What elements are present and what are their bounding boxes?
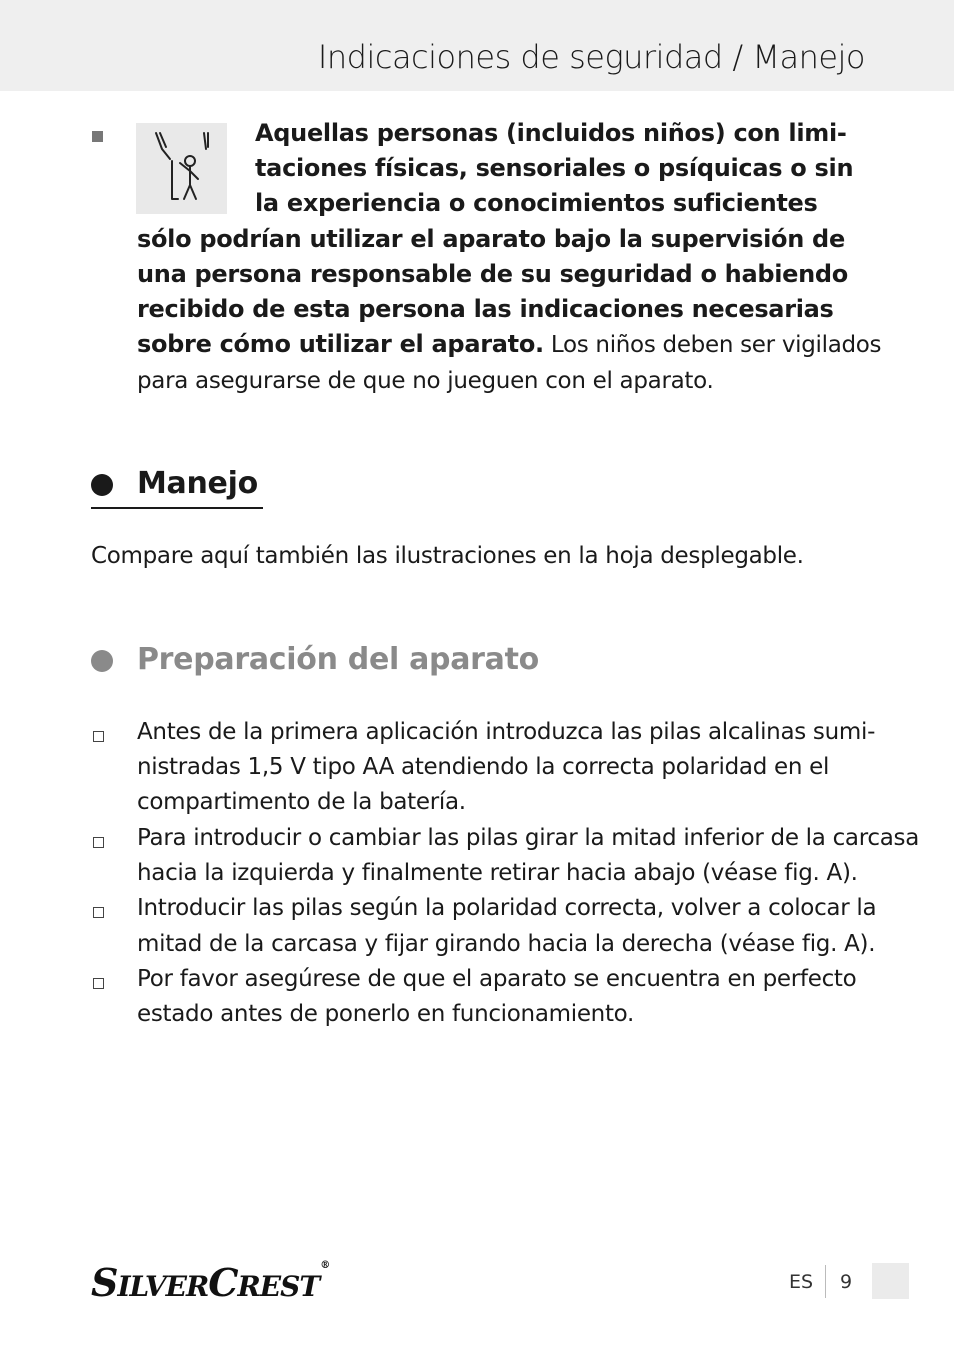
list-checkbox-1 (93, 731, 104, 742)
warning-line-6: recibido de esta persona las indicaciones necesarias (137, 295, 834, 323)
child-supervision-icon (136, 123, 227, 214)
page-title: Indicaciones de seguridad / Manejo (317, 38, 865, 76)
list-item-3-line-2: mitad de la carcasa y fijar girando hacia la derecha (véase fig. A). (137, 931, 876, 957)
footer-tab-marker (872, 1263, 909, 1299)
warning-line-7-regular: Los niños deben ser vigilados (543, 332, 882, 358)
list-checkbox-2 (93, 837, 104, 848)
list-item-4-line-1: Por favor asegúrese de que el aparato se encuentra en perfecto (137, 966, 857, 992)
logo-c: C (208, 1260, 238, 1305)
section-bullet-preparacion (91, 650, 113, 672)
list-item-1-line-3: compartimento de la batería. (137, 789, 466, 815)
section-title-preparacion: Preparación del aparato (137, 642, 539, 677)
list-item-1-line-2: nistradas 1,5 V tipo AA atendiendo la correcta polaridad en el (137, 754, 830, 780)
section-underline (91, 507, 263, 509)
logo-ilver: ILVER (117, 1270, 209, 1303)
list-checkbox-3 (93, 907, 104, 918)
warning-line-7-bold: sobre cómo utilizar el aparato. (137, 330, 544, 358)
footer-language: ES (789, 1271, 814, 1293)
warning-line-8: para asegurarse de que no jueguen con el aparato. (137, 368, 714, 394)
logo-rest: REST (237, 1270, 320, 1303)
list-item-4-line-2: estado antes de ponerlo en funcionamiento. (137, 1001, 635, 1027)
logo-s: S (91, 1260, 118, 1305)
logo-registered-mark: ® (320, 1260, 330, 1271)
list-item-1-line-1: Antes de la primera aplicación introduzca las pilas alcalinas sumi- (137, 719, 876, 745)
section-title-manejo: Manejo (137, 466, 258, 501)
warning-bullet (92, 131, 103, 142)
warning-line-5: una persona responsable de su seguridad o habiendo (137, 260, 849, 288)
warning-line-1: Aquellas personas (incluidos niños) con limi- (255, 119, 847, 147)
warning-line-4: sólo podrían utilizar el aparato bajo la supervisión de (137, 225, 845, 253)
warning-line-7 (137, 330, 881, 358)
footer-divider (825, 1265, 826, 1298)
list-item-2-line-2: hacia la izquierda y finalmente retirar hacia abajo (véase fig. A). (137, 860, 858, 886)
page-number: 9 (840, 1271, 853, 1293)
list-item-2-line-1: Para introducir o cambiar las pilas girar la mitad inferior de la carcasa (137, 825, 919, 851)
list-checkbox-4 (93, 978, 104, 989)
list-item-3-line-1: Introducir las pilas según la polaridad correcta, volver a colocar la (137, 895, 877, 921)
manejo-intro: Compare aquí también las ilustraciones en la hoja desplegable. (91, 543, 804, 569)
section-bullet-manejo (91, 474, 113, 496)
warning-line-3: la experiencia o conocimientos suficientes (255, 189, 818, 217)
brand-logo (91, 1260, 329, 1305)
warning-line-2: taciones físicas, sensoriales o psíquicas o sin (255, 154, 854, 182)
